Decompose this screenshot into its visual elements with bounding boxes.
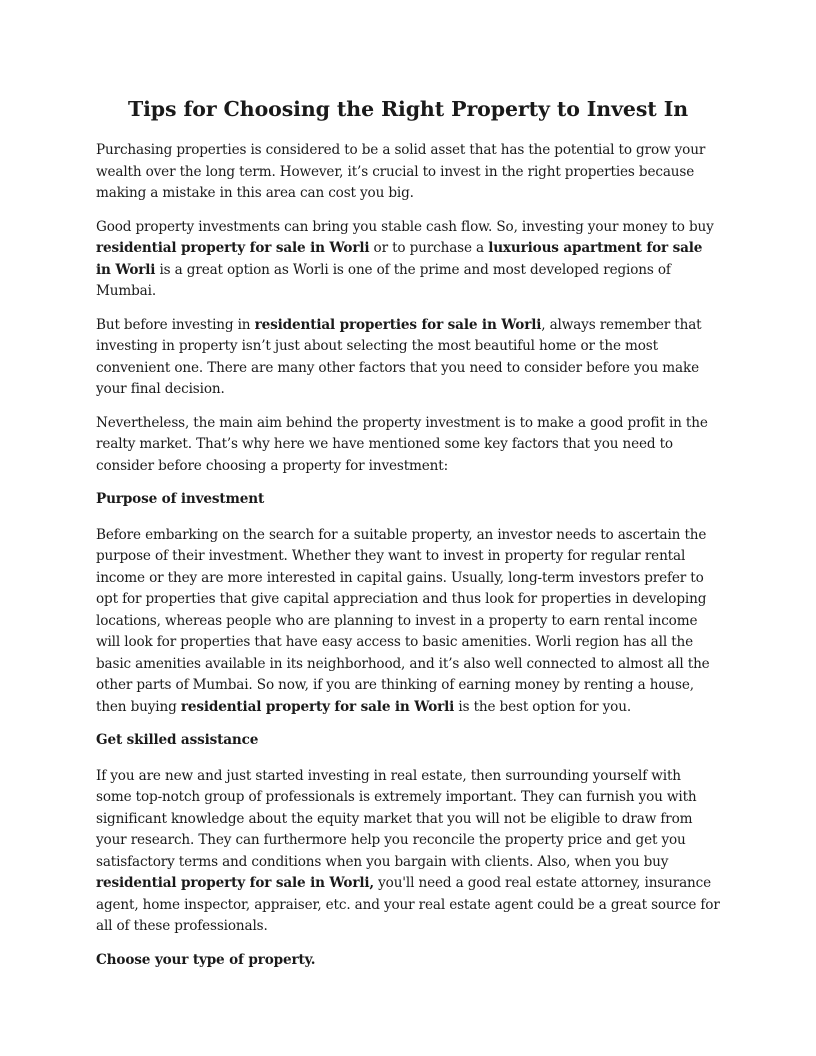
bold-phrase: residential properties for sale in Worli bbox=[254, 316, 542, 333]
text-segment: Before embarking on the search for a suitable property, an investor needs to ascertain the purpose of their investment. Whether they want to invest in property for regular rental income or they are more interested in capital gains. Usually, long-term investors prefer to opt for properties that give capital appreciation and thus look for properties in developing locations, whereas people who are planning to invest in a property to earn rental income will look for properties that have easy access to basic amenities. Worli region has all the basic amenities available in its neighborhood, and it’s also well connected to almost all the other parts of Mumbai. So now, if you are thinking of earning money by renting a house, then buying bbox=[96, 526, 710, 715]
bold-phrase: residential property for sale in Worli bbox=[96, 240, 370, 256]
text-segment: you'll need a good real estate attorney, insurance agent, home inspector, appraiser, etc. and your real estate agent could be a great source for all of these professionals. bbox=[96, 875, 720, 934]
text-segment: or to purchase a bbox=[369, 240, 489, 256]
paragraph-intro: Purchasing properties is considered to be a solid asset that has the potential to grow your wealth over the long term. However, it’s crucial to invest in the right properties because making a mistake in this area can cost you big. bbox=[96, 142, 706, 201]
text-segment: is the best option for you. bbox=[454, 698, 631, 715]
paragraph-skilled-assistance bbox=[96, 766, 720, 938]
paragraph-purpose bbox=[96, 525, 720, 719]
text-segment: , always remember that investing in property isn’t just about selecting the most beautiful home or the most convenient one. There are many other factors that you need to consider before you make your final decision. bbox=[96, 316, 702, 397]
paragraph-cash-flow bbox=[96, 217, 720, 303]
text-segment: Good property investments can bring you stable cash flow. So, investing your money to buy bbox=[96, 218, 714, 235]
bold-phrase: residential property for sale in Worli bbox=[180, 698, 455, 715]
section-heading-purpose: Purpose of investment bbox=[96, 491, 265, 507]
paragraph-main-aim: Nevertheless, the main aim behind the property investment is to make a good profit in the realty market. That’s why here we have mentioned some key factors that you need to consider before choosing a property for investment: bbox=[96, 414, 708, 474]
bold-phrase: residential property for sale in Worli, bbox=[96, 875, 374, 891]
document-title: Tips for Choosing the Right Property to Invest In bbox=[127, 97, 689, 121]
section-heading-property-type: Choose your type of property. bbox=[96, 951, 316, 968]
text-segment: is a great option as Worli is one of the prime and most developed regions of Mumbai. bbox=[96, 261, 671, 299]
text-segment: But before investing in bbox=[96, 316, 255, 333]
section-heading-skilled-assistance: Get skilled assistance bbox=[96, 732, 259, 748]
text-segment: If you are new and just started investing in real estate, then surrounding yourself with some top-notch group of professionals is extremely important. They can furnish you with significant knowledge about the equity market that you will not be eligible to draw from your research. They can furthermore help you reconcile the property price and get you satisfactory terms and conditions when you bargain with clients. Also, when you buy bbox=[96, 767, 697, 870]
paragraph-before-investing bbox=[96, 315, 720, 401]
bold-phrase: luxurious apartment for sale in Worli bbox=[96, 240, 703, 278]
